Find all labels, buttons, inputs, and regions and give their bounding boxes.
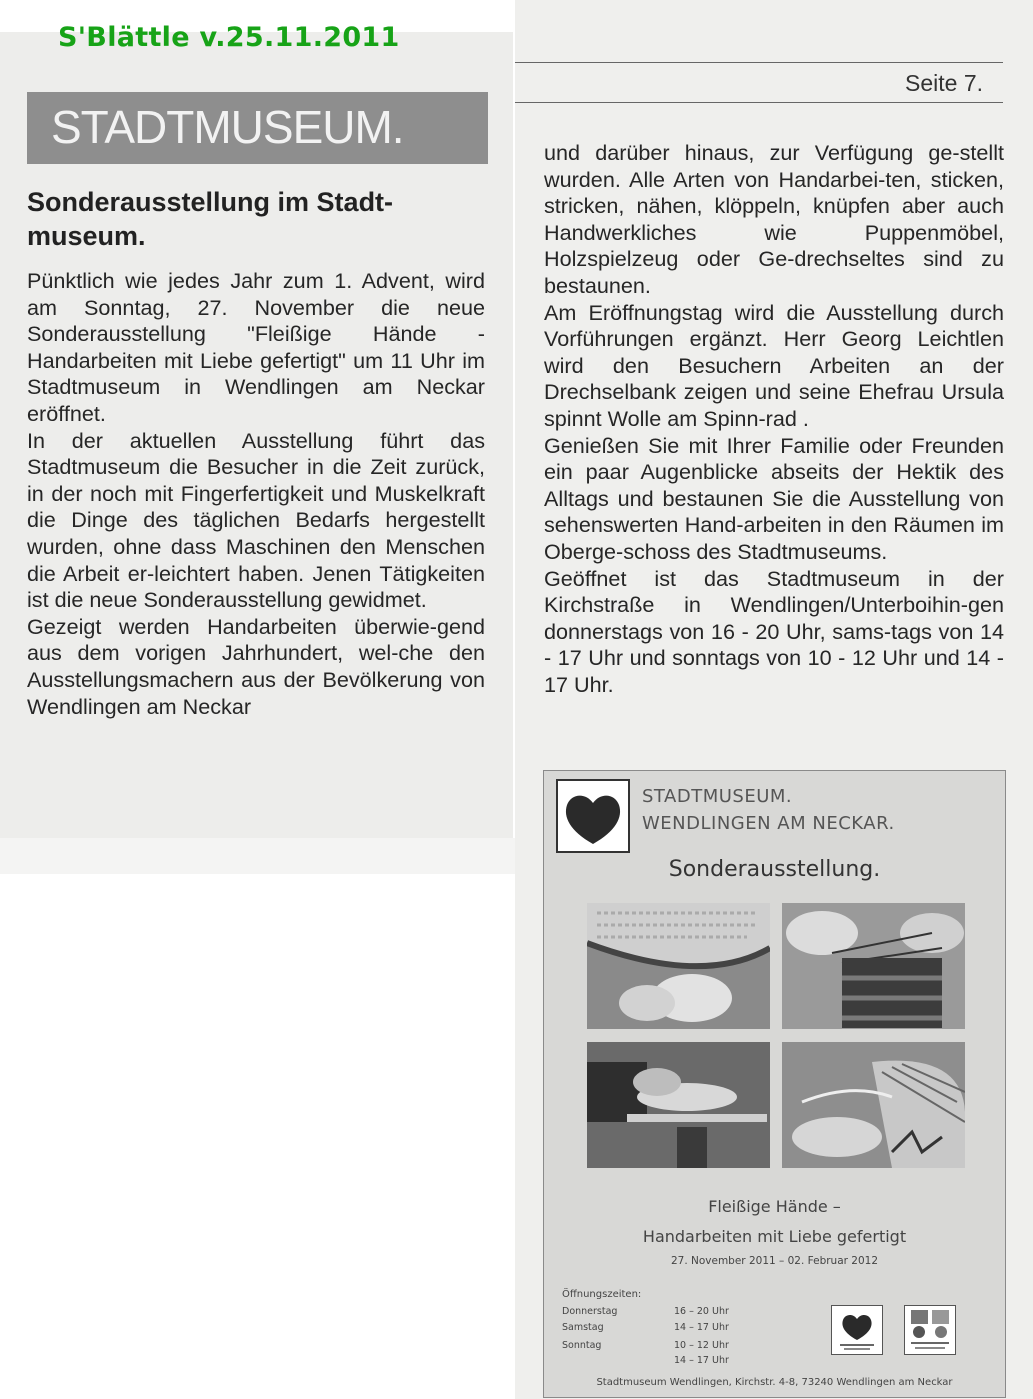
paragraph: Pünktlich wie jedes Jahr zum 1. Advent, wird am Sonntag, 27. November die neue Sonderausstellung "Fleißige Hände - Handarbeiten mit Liebe gefertigt" um 11 Uhr im Stadtmuseum in Wendlingen am Neckar eröffnet. — [27, 268, 485, 426]
article-column-right — [544, 140, 1004, 698]
header-rule-bottom — [515, 102, 1003, 103]
linden-leaf-icon — [558, 781, 628, 851]
opening-hours-heading: Öffnungszeiten: — [562, 1289, 642, 1300]
poster-footer-address: Stadtmuseum Wendlingen, Kirchstr. 4-8, 73240 Wendlingen am Neckar — [596, 1377, 953, 1388]
poster-museum-name — [642, 783, 895, 837]
hours-time: 16 – 20 Uhr — [674, 1306, 729, 1317]
poster-dates: 27. November 2011 – 02. Februar 2012 — [670, 1255, 879, 1267]
paragraph: und darüber hinaus, zur Verfügung ge-stellt wurden. Alle Arten von Handarbei-ten, sticken, stricken, nähen, klöppeln, knüpfen aber auch Handwerkliches wie Puppenmöbel, Holzspielzeug oder Ge-drechseltes sind zu bestaunen. — [544, 140, 1004, 298]
embroidery-photo — [587, 903, 770, 1029]
opening-hours-row — [562, 1340, 752, 1356]
paragraph: Geöffnet ist das Stadtmuseum in der Kirchstraße in Wendlingen/Unterboihin-gen donnerstags von 16 - 20 Uhr, sams-tags von 14 - 17 Uhr und sonntags von 10 - 12 Uhr und 14 - 17 Uhr. — [544, 565, 1004, 697]
section-banner — [27, 92, 488, 164]
clipping-edge — [0, 838, 515, 874]
museum-logo — [556, 779, 630, 853]
bobbin-lace-photo — [782, 1042, 965, 1168]
paragraph: In der aktuellen Ausstellung führt das Stadtmuseum die Besucher in die Zeit zurück, in der noch mit Fingerfertigkeit und Muskelkraft die Dinge des täglichen Bedarfs hergestellt wurden, ohne dass Maschinen den Menschen die Arbeit er-leichtert haben. Jenen Tätigkeiten ist die neue Sonderausstellung gewidmet. — [27, 427, 485, 613]
hours-time: 10 – 12 Uhr — [674, 1340, 729, 1351]
poster-title-line2: Handarbeiten mit Liebe gefertigt — [642, 1227, 907, 1246]
linden-leaf-icon — [832, 1306, 882, 1354]
issue-date-label: S'Blättle v.25.11.2011 — [58, 22, 400, 53]
article-headline: Sonderausstellung im Stadt-museum. — [27, 187, 394, 251]
hours-day: Donnerstag — [562, 1306, 618, 1317]
poster-subtitle: Sonderausstellung. — [668, 857, 881, 882]
museum-mini-logo — [831, 1305, 883, 1355]
page-number: Seite 7. — [905, 70, 983, 96]
poster-museum-line2: WENDLINGEN AM NECKAR. — [642, 813, 895, 834]
paragraph: Gezeigt werden Handarbeiten überwie-gend aus dem vorigen Jahrhundert, wel-che den Ausstellungsmachern aus der Bevölkerung von Wendlingen am Neckar — [27, 613, 485, 719]
opening-hours-row — [562, 1306, 752, 1322]
poster-title-line1: Fleißige Hände – — [708, 1197, 841, 1216]
hours-day: Sonntag — [562, 1340, 602, 1351]
paragraph: Genießen Sie mit Ihrer Familie oder Freunden ein paar Augenblicke abseits der Hektik des Alltags und bestaunen Sie die Ausstellung von sehenswerten Hand-arbeiten in den Räumen im Oberge-schoss des Stadtmuseums. — [544, 432, 1004, 564]
header-rule-top — [515, 62, 1003, 63]
partner-association-logo — [904, 1305, 956, 1355]
paragraph: Am Eröffnungstag wird die Ausstellung durch Vorführungen ergänzt. Herr Georg Leichtlen wird den Besuchern Arbeiten an der Drechselbank zeigen und seine Ehefrau Ursula spinnt Wolle am Spinn-rad . — [544, 299, 1004, 431]
hours-time: 14 – 17 Uhr — [674, 1322, 729, 1333]
crest-icon — [905, 1306, 955, 1354]
opening-hours-row — [562, 1322, 752, 1338]
opening-hours-row — [562, 1355, 752, 1371]
woodturning-photo — [587, 1042, 770, 1168]
hours-time: 14 – 17 Uhr — [674, 1355, 729, 1366]
exhibition-poster — [543, 770, 1006, 1398]
section-banner-text: STADTMUSEUM. — [51, 101, 404, 153]
knitting-photo — [782, 903, 965, 1029]
article-column-left — [27, 268, 485, 720]
poster-museum-line1: STADTMUSEUM. — [642, 786, 793, 807]
hours-day: Samstag — [562, 1322, 604, 1333]
